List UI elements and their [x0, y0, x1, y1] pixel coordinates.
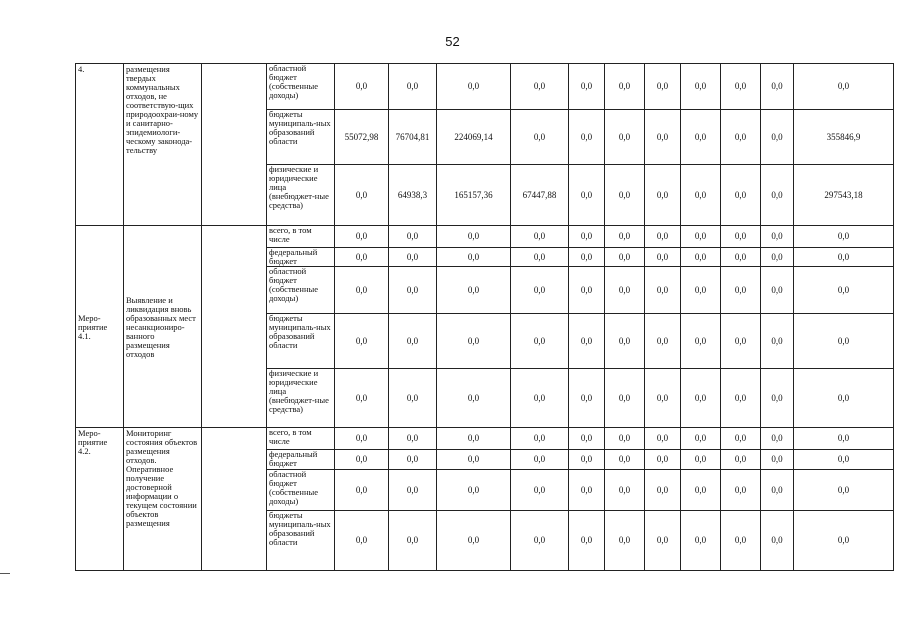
value-cell: 0,0: [645, 369, 681, 428]
funding-source: всего, в том числе: [267, 226, 335, 248]
value-cell: 0,0: [511, 110, 569, 165]
value-cell: 224069,14: [437, 110, 511, 165]
value-cell: 0,0: [794, 64, 894, 110]
value-cell: 0,0: [681, 470, 721, 511]
value-cell: 0,0: [605, 226, 645, 248]
value-cell: 0,0: [681, 369, 721, 428]
value-cell: 0,0: [794, 267, 894, 314]
value-cell: 0,0: [721, 165, 761, 226]
value-cell: 0,0: [511, 267, 569, 314]
value-cell: 0,0: [794, 428, 894, 450]
value-cell: 0,0: [761, 470, 794, 511]
value-cell: 0,0: [681, 64, 721, 110]
funding-source: федеральный бюджет: [267, 450, 335, 470]
value-cell: 0,0: [335, 267, 389, 314]
value-cell: 0,0: [605, 64, 645, 110]
value-cell: 0,0: [511, 511, 569, 571]
value-cell: 0,0: [335, 428, 389, 450]
value-cell: 355846,9: [794, 110, 894, 165]
value-cell: 0,0: [569, 470, 605, 511]
value-cell: 0,0: [794, 511, 894, 571]
funding-source: бюджеты муниципаль-ных образований области: [267, 314, 335, 369]
value-cell: 0,0: [437, 470, 511, 511]
funding-source: областной бюджет (собственные доходы): [267, 470, 335, 511]
measure-index: Меро-приятие 4.2.: [76, 428, 124, 571]
value-cell: 0,0: [605, 470, 645, 511]
funding-source: бюджеты муниципаль-ных образований области: [267, 110, 335, 165]
value-cell: 0,0: [681, 511, 721, 571]
value-cell: 0,0: [437, 511, 511, 571]
budget-table: [75, 63, 894, 571]
value-cell: 0,0: [335, 248, 389, 267]
page-number: 52: [445, 34, 460, 49]
value-cell: 0,0: [645, 511, 681, 571]
value-cell: 0,0: [605, 428, 645, 450]
value-cell: 0,0: [335, 511, 389, 571]
value-cell: 0,0: [761, 511, 794, 571]
value-cell: 0,0: [721, 470, 761, 511]
value-cell: 0,0: [605, 110, 645, 165]
value-cell: 0,0: [437, 64, 511, 110]
executor-cell: [202, 428, 267, 571]
value-cell: 0,0: [721, 314, 761, 369]
value-cell: 0,0: [605, 314, 645, 369]
executor-cell: [202, 226, 267, 428]
value-cell: 0,0: [645, 110, 681, 165]
funding-source: областной бюджет (собственные доходы): [267, 267, 335, 314]
value-cell: 165157,36: [437, 165, 511, 226]
measure-index: 4.: [76, 64, 124, 226]
value-cell: 0,0: [794, 450, 894, 470]
table-row: [76, 64, 894, 110]
value-cell: 0,0: [335, 226, 389, 248]
value-cell: 0,0: [511, 369, 569, 428]
value-cell: 0,0: [335, 450, 389, 470]
value-cell: 0,0: [721, 110, 761, 165]
value-cell: 0,0: [645, 226, 681, 248]
value-cell: 0,0: [761, 64, 794, 110]
value-cell: 0,0: [335, 470, 389, 511]
value-cell: 0,0: [511, 248, 569, 267]
value-cell: 67447,88: [511, 165, 569, 226]
value-cell: 0,0: [511, 64, 569, 110]
value-cell: 0,0: [437, 314, 511, 369]
value-cell: 0,0: [605, 248, 645, 267]
value-cell: 0,0: [761, 428, 794, 450]
value-cell: 0,0: [511, 450, 569, 470]
value-cell: 0,0: [645, 470, 681, 511]
value-cell: 55072,98: [335, 110, 389, 165]
value-cell: 0,0: [645, 314, 681, 369]
measure-name: Выявление и ликвидация вновь образованных мест несанкциониро-ванного размещения отходов: [124, 226, 202, 428]
value-cell: 0,0: [389, 369, 437, 428]
value-cell: 76704,81: [389, 110, 437, 165]
value-cell: 0,0: [681, 428, 721, 450]
value-cell: 0,0: [645, 450, 681, 470]
value-cell: 0,0: [335, 165, 389, 226]
value-cell: 0,0: [794, 248, 894, 267]
value-cell: 0,0: [645, 248, 681, 267]
funding-source: федеральный бюджет: [267, 248, 335, 267]
value-cell: 0,0: [605, 450, 645, 470]
value-cell: 0,0: [605, 369, 645, 428]
value-cell: 0,0: [511, 470, 569, 511]
value-cell: 0,0: [569, 450, 605, 470]
value-cell: 0,0: [335, 64, 389, 110]
value-cell: 0,0: [335, 314, 389, 369]
value-cell: 0,0: [794, 314, 894, 369]
value-cell: 0,0: [761, 226, 794, 248]
value-cell: 0,0: [569, 314, 605, 369]
value-cell: 0,0: [389, 226, 437, 248]
value-cell: 0,0: [761, 369, 794, 428]
value-cell: 0,0: [645, 165, 681, 226]
value-cell: 0,0: [721, 511, 761, 571]
value-cell: 0,0: [721, 369, 761, 428]
scan-edge-mark: [0, 573, 10, 574]
value-cell: 0,0: [569, 64, 605, 110]
value-cell: 0,0: [389, 267, 437, 314]
table-row: [76, 226, 894, 248]
value-cell: 0,0: [389, 450, 437, 470]
value-cell: 0,0: [389, 314, 437, 369]
value-cell: 0,0: [761, 314, 794, 369]
value-cell: 0,0: [681, 267, 721, 314]
value-cell: 0,0: [511, 314, 569, 369]
value-cell: 0,0: [681, 226, 721, 248]
value-cell: 0,0: [569, 248, 605, 267]
value-cell: 0,0: [569, 110, 605, 165]
value-cell: 0,0: [645, 428, 681, 450]
value-cell: 0,0: [721, 226, 761, 248]
value-cell: 0,0: [645, 267, 681, 314]
funding-source: всего, в том числе: [267, 428, 335, 450]
funding-source: бюджеты муниципаль-ных образований области: [267, 511, 335, 571]
value-cell: 0,0: [721, 428, 761, 450]
value-cell: 0,0: [511, 428, 569, 450]
value-cell: 0,0: [389, 511, 437, 571]
value-cell: 0,0: [721, 450, 761, 470]
value-cell: 0,0: [721, 248, 761, 267]
value-cell: 0,0: [335, 369, 389, 428]
value-cell: 0,0: [569, 267, 605, 314]
value-cell: 0,0: [761, 267, 794, 314]
value-cell: 0,0: [569, 369, 605, 428]
value-cell: 0,0: [761, 450, 794, 470]
value-cell: 0,0: [569, 428, 605, 450]
value-cell: 0,0: [437, 369, 511, 428]
value-cell: 0,0: [511, 226, 569, 248]
value-cell: 0,0: [389, 470, 437, 511]
value-cell: 64938,3: [389, 165, 437, 226]
funding-source: физические и юридические лица (внебюджет-ные средства): [267, 165, 335, 226]
value-cell: 0,0: [761, 165, 794, 226]
value-cell: 0,0: [437, 450, 511, 470]
value-cell: 0,0: [605, 511, 645, 571]
executor-cell: [202, 64, 267, 226]
value-cell: 0,0: [721, 267, 761, 314]
value-cell: 0,0: [681, 314, 721, 369]
value-cell: 0,0: [605, 267, 645, 314]
funding-source: физические и юридические лица (внебюджет-ные средства): [267, 369, 335, 428]
value-cell: 0,0: [389, 428, 437, 450]
measure-name: размещения твердых коммунальных отходов, не соответствую-щих природоохраи-ному и санитарно-эпидемиологи-ческому законода-тельству: [124, 64, 202, 226]
value-cell: 0,0: [569, 226, 605, 248]
value-cell: 0,0: [569, 511, 605, 571]
value-cell: 0,0: [681, 450, 721, 470]
value-cell: 0,0: [437, 226, 511, 248]
value-cell: 0,0: [794, 226, 894, 248]
value-cell: 0,0: [681, 165, 721, 226]
value-cell: 0,0: [569, 165, 605, 226]
value-cell: 0,0: [645, 64, 681, 110]
value-cell: 0,0: [794, 369, 894, 428]
value-cell: 0,0: [761, 248, 794, 267]
value-cell: 0,0: [681, 110, 721, 165]
value-cell: 0,0: [794, 470, 894, 511]
measure-name: Мониторинг состояния объектов размещения отходов. Оперативное получение достоверной информации о текущем состоянии объектов размещения: [124, 428, 202, 571]
value-cell: 0,0: [437, 267, 511, 314]
value-cell: 0,0: [389, 248, 437, 267]
value-cell: 0,0: [761, 110, 794, 165]
measure-index: Меро-приятие 4.1.: [76, 226, 124, 428]
value-cell: 0,0: [437, 428, 511, 450]
value-cell: 0,0: [721, 64, 761, 110]
value-cell: 0,0: [681, 248, 721, 267]
funding-source: областной бюджет (собственные доходы): [267, 64, 335, 110]
value-cell: 0,0: [605, 165, 645, 226]
value-cell: 297543,18: [794, 165, 894, 226]
value-cell: 0,0: [437, 248, 511, 267]
value-cell: 0,0: [389, 64, 437, 110]
table-row: [76, 428, 894, 450]
